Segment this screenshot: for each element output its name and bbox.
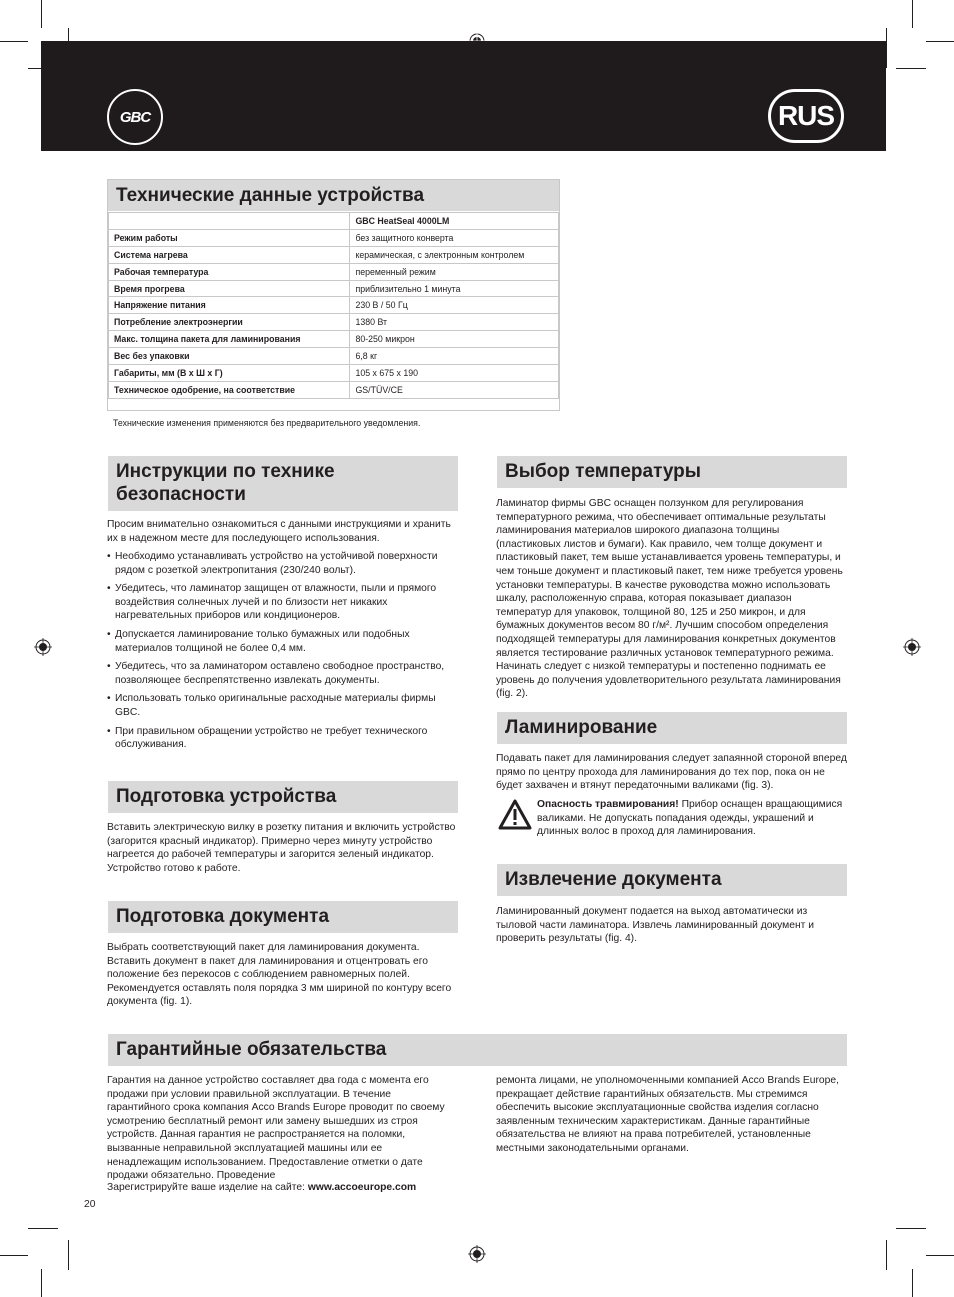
table-row [109, 297, 559, 314]
lamination-text: Подавать пакет для ламинирования следует запаянной стороной вперед прямо по центру прохода для ламинирования до тех пор, пока он не будет захвачен и втянут передаточными валиками (fig. 3). [496, 753, 847, 792]
table-cell [109, 213, 350, 230]
registration-mark-icon [903, 638, 921, 656]
register-text: Зарегистрируйте ваше изделие на сайте: [107, 1182, 308, 1193]
table-row [109, 229, 559, 246]
specs-note: Технические изменения применяются без предварительного уведомления. [113, 418, 421, 428]
prep-doc-text: Выбрать соответствующий пакет для ламинирования документа. Вставить документ в пакет для ламинирования и отцентровать его положение без перекосов с соблюдением равномерных полей. Рекомендуется оставлять поля порядка 3 мм шириной по контуру всего документа (fig. 1). [107, 942, 452, 1008]
spec-table [108, 212, 559, 399]
list-item: • Использовать только оригинальные расходные материалы фирмы GBC. [107, 692, 457, 719]
gbc-logo: GBC [107, 89, 163, 145]
warning-body: Прибор оснащен вращающимися валиками. Не допускать попадания одежды, украшений и длинных волос в проход для ламинирования. [537, 799, 843, 838]
table-row [109, 348, 559, 365]
crop-mark [886, 1240, 887, 1270]
spec-value: 230 В / 50 Гц [350, 297, 559, 314]
crop-mark [896, 1228, 926, 1229]
crop-mark [41, 1269, 42, 1297]
table-row [109, 331, 559, 348]
warning-text [537, 798, 847, 839]
warranty-col2: ремонта лицами, не уполномоченными компанией Acco Brands Europe, прекращает действие гарантийных обязательств. Мы стремимся обеспечить высокие эксплуатационные свойства изделия согласно заявленным техническим характеристикам. Данные гарантийные обязательства не влияют на права потребителей, установленные местными законодательными органами. [496, 1075, 839, 1154]
crop-mark [926, 1255, 954, 1256]
register-link[interactable]: www.accoeurope.com [307, 1182, 417, 1193]
list-item: • Необходимо устанавливать устройство на устойчивой поверхности рядом с розеткой электропитания (230/240 вольт). [107, 550, 457, 577]
spec-label: Техническое одобрение, на соответствие [109, 381, 350, 398]
crop-mark [912, 0, 913, 28]
list-item: • При правильном обращении устройство не требует технического обслуживания. [107, 725, 457, 752]
temp-title: Выбор температуры [497, 456, 847, 488]
register-line [107, 1181, 527, 1195]
table-row [109, 365, 559, 382]
safety-list [107, 550, 457, 757]
crop-mark [0, 41, 28, 42]
extract-text: Ламинированный документ подается на выход автоматически из тыловой части ламинатора. Извлечь ламинированный документ и проверить результаты (fig. 4). [496, 906, 814, 945]
spec-value: 1380 Вт [350, 314, 559, 331]
crop-mark [0, 1255, 28, 1256]
temp-text: Ламинатор фирмы GBC оснащен ползунком для регулирования температурного режима, что обеспечивает оптимальные результаты ламинирования материалов широкого диапазона толщины (пластиковых листов и бумаги). Как правило, чем толще документ и пластиковый пакет, тем выше устанавливается уровень температуры, и чем тоньше документ и пластиковый пакет, тем ниже требуется уровень установки температуры. В качестве руководства можно использовать шкалу, расположенную справа, которая показывает диапазон температур для упаковок, толщиной 80, 125 и 250 микрон, и для бумажных документов весом 80 г/м². Лучшим способом определения подходящей температуры для ламинирования конкретных документов является тестирование различных установок температурного режима. Начинать следует с низкой температуры и постепенно поднимать ее уровень до получения удовлетворительного результата ламинирования (fig. 2). [496, 498, 843, 700]
spec-label: Габариты, мм (В х Ш х Г) [109, 365, 350, 382]
header-band [41, 41, 886, 151]
language-badge: RUS [768, 89, 844, 143]
spec-label: Макс. толщина пакета для ламинирования [109, 331, 350, 348]
safety-title: Инструкции по технике безопасности [108, 456, 458, 511]
list-item: • Убедитесь, что ламинатор защищен от влажности, пыли и прямого воздействия солнечных лучей и по близости нет никаких нагревательных приборов или кондиционеров. [107, 582, 457, 623]
list-item: • Допускается ламинирование только бумажных или подобных материалов толщиной не более 0,4 мм. [107, 628, 457, 655]
crop-mark [41, 0, 42, 28]
prep-device-text: Вставить электрическую вилку в розетку питания и включить устройство (загорится красный индикатор). Примерно через минуту устройство нагреется до рабочей температуры и загорится зеленый индикатор. Устройство готово к работе. [107, 822, 456, 874]
table-row [109, 381, 559, 398]
model-header: GBC HeatSeal 4000LM [350, 213, 559, 230]
table-row [109, 213, 559, 230]
page-number: 20 [84, 1199, 96, 1210]
registration-mark-icon [468, 1245, 486, 1263]
spec-label: Вес без упаковки [109, 348, 350, 365]
crop-mark [912, 1269, 913, 1297]
spec-label: Система нагрева [109, 246, 350, 263]
registration-mark-icon [34, 638, 52, 656]
prep-device-title: Подготовка устройства [108, 781, 458, 813]
spec-value: приблизительно 1 минута [350, 280, 559, 297]
spec-value: GS/TÜV/CE [350, 381, 559, 398]
spec-label: Рабочая температура [109, 263, 350, 280]
crop-mark [886, 28, 887, 68]
table-row [109, 314, 559, 331]
safety-intro: Просим внимательно ознакомиться с данными инструкциями и хранить их в надежном месте для последующего использования. [107, 519, 451, 544]
list-item: • Убедитесь, что за ламинатором оставлено свободное пространство, позволяющее беспрепятственно извлекать документы. [107, 660, 457, 687]
specs-title: Технические данные устройства [108, 180, 559, 211]
spec-value: 80-250 микрон [350, 331, 559, 348]
crop-mark [926, 41, 954, 42]
table-row [109, 246, 559, 263]
extract-title: Извлечение документа [497, 864, 847, 896]
lamination-title: Ламинирование [497, 712, 847, 744]
warning-label: Опасность травмирования! [537, 799, 679, 810]
table-row [109, 263, 559, 280]
spec-label: Режим работы [109, 229, 350, 246]
spec-value: 105 х 675 х 190 [350, 365, 559, 382]
spec-label: Напряжение питания [109, 297, 350, 314]
table-row [109, 280, 559, 297]
crop-mark [28, 1228, 58, 1229]
spec-value: переменный режим [350, 263, 559, 280]
spec-value: керамическая, с электронным контролем [350, 246, 559, 263]
warranty-title: Гарантийные обязательства [108, 1034, 847, 1066]
spec-label: Время прогрева [109, 280, 350, 297]
spec-value: без защитного конверта [350, 229, 559, 246]
warning-icon [498, 799, 532, 830]
prep-doc-title: Подготовка документа [108, 901, 458, 933]
warranty-col1: Гарантия на данное устройство составляет два года с момента его продажи при условии правильной эксплуатации. В течение гарантийного срока компания Acco Brands Europe проводит по своему усмотрению бесплатный ремонт или замену вышедших из строя устройств. Данная гарантия не распространяется на поломки, вызванные неправильной эксплуатацией машины или ее ненадлежащим использованием. Предоставление отметки о дате продажи обязательно. Проведение [107, 1075, 445, 1182]
crop-mark [68, 1240, 69, 1270]
spec-value: 6,8 кг [350, 348, 559, 365]
spec-label: Потребление электроэнергии [109, 314, 350, 331]
crop-mark [896, 68, 926, 69]
